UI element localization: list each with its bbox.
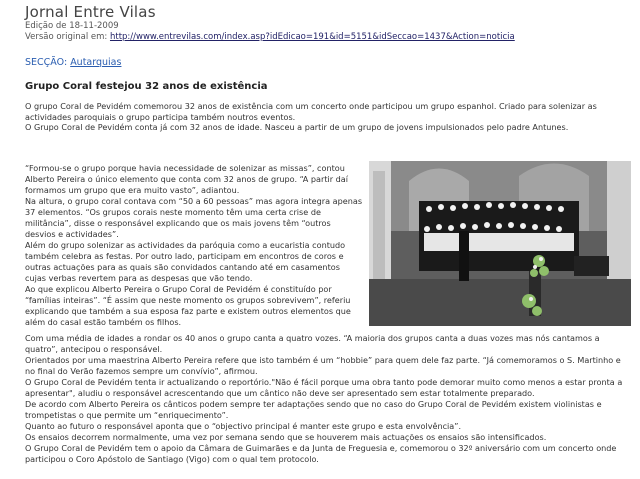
body-paragraph: Além do grupo solenizar as actividades da paróquia como a eucaristia contudo também celebra as festas. Por outro lado, participam em encontros de coros e outras actuações para as quais são convidados cantando até em casamentos cujas verbas revertem para as despesas que vão tendo. xyxy=(25,240,346,283)
original-version-link[interactable]: http://www.entrevilas.com/index.asp?idEdicao=191&id=5151&idSeccao=1437&Action=noticia xyxy=(109,32,515,42)
article-headline: Grupo Coral festejou 32 anos de existência xyxy=(25,81,268,92)
body-paragraph: Ao que explicou Alberto Pereira o Grupo Coral de Pevidém é constituído por “famílias inteiras”. “É assim que neste momento os grupos sobrevivem”, referiu explicando que também a sua esposa faz parte e existem outros elementos que além do casal estão também os filhos. xyxy=(25,284,351,327)
original-version-label: Versão original em: xyxy=(25,32,108,42)
body-paragraph: Na altura, o grupo coral contava com “50 a 60 pessoas” mas agora integra apenas 37 elementos. “Os grupos corais neste momento têm uma certa crise de militância”, disse o responsável explicando que os mais jovens têm “outros desvios e actividades”. xyxy=(25,196,363,239)
body-paragraph: Quanto ao futuro o responsável aponta que o “objectivo principal é manter este grupo e esta envolvência”. xyxy=(25,421,462,431)
intro-paragraph: O Grupo Coral de Pevidém conta já com 32 anos de idade. Nasceu a partir de um grupo de jovens impulsionados pelo padre Antunes. xyxy=(25,122,569,132)
edition-date: Edição de 18-11-2009 xyxy=(25,21,119,31)
article-page xyxy=(25,0,625,464)
article-body-continued xyxy=(25,333,630,465)
body-paragraph: O Grupo Coral de Pevidém tem o apoio da Câmara de Guimarães e da Junta de Freguesia e, comemorou o 32º aniversário com um concerto onde participou o Coro Apóstolo de Santiago (Vigo) com o qual tem protocolo. xyxy=(25,443,617,464)
body-paragraph: De acordo com Alberto Pereira os cânticos podem sempre ter adaptações sendo que no caso do Grupo Coral de Pevidém existem violinistas e trompetistas o que permite um “enriquecimento”. xyxy=(25,399,602,420)
body-paragraph: Orientados por uma maestrina Alberto Pereira refere que isto também é um “hobbie” para quem dele faz parte. “Já comemoramos o S. Martinho e no final do Verão fazemos sempre um convívio”, afirmou. xyxy=(25,355,621,376)
choir-photo-illustration xyxy=(369,161,631,326)
section-link[interactable]: Autarquias xyxy=(70,57,122,68)
section-label: SECÇÃO: xyxy=(25,57,68,68)
body-paragraph: Os ensaios decorrem normalmente, uma vez por semana sendo que se houverem mais actuações os ensaios são intensificados. xyxy=(25,432,547,442)
original-version xyxy=(25,32,625,43)
body-paragraph: “Formou-se o grupo porque havia necessidade de solenizar as missas”, contou Alberto Pereira o único elemento que conta com 32 anos de grupo. “A partir daí formamos um grupo que era muito vasto”, adiantou. xyxy=(25,163,348,195)
intro-paragraph: O grupo Coral de Pevidém comemorou 32 anos de existência com um concerto onde participou um grupo espanhol. Criado para solenizar as actividades paroquiais o grupo participa também noutros eventos. xyxy=(25,101,597,122)
body-paragraph: O Grupo Coral de Pevidém tenta ir actualizando o reportório."Não é fácil porque uma obra tanto pode demorar muito como menos a estar pronta a apresentar", aludiu o responsável acrescentando que um cântico não deve ser apresentado sem estar totalmente preparado. xyxy=(25,377,623,398)
article-intro xyxy=(25,101,630,133)
side-column xyxy=(25,163,363,328)
section-line xyxy=(25,57,625,70)
choir-photo xyxy=(369,161,631,326)
site-title: Jornal Entre Vilas xyxy=(25,3,156,21)
body-paragraph: Com uma média de idades a rondar os 40 anos o grupo canta a quatro vozes. “A maioria dos grupos canta a duas vozes mas nós cantamos a quatro”, antecipou o responsável. xyxy=(25,333,600,354)
